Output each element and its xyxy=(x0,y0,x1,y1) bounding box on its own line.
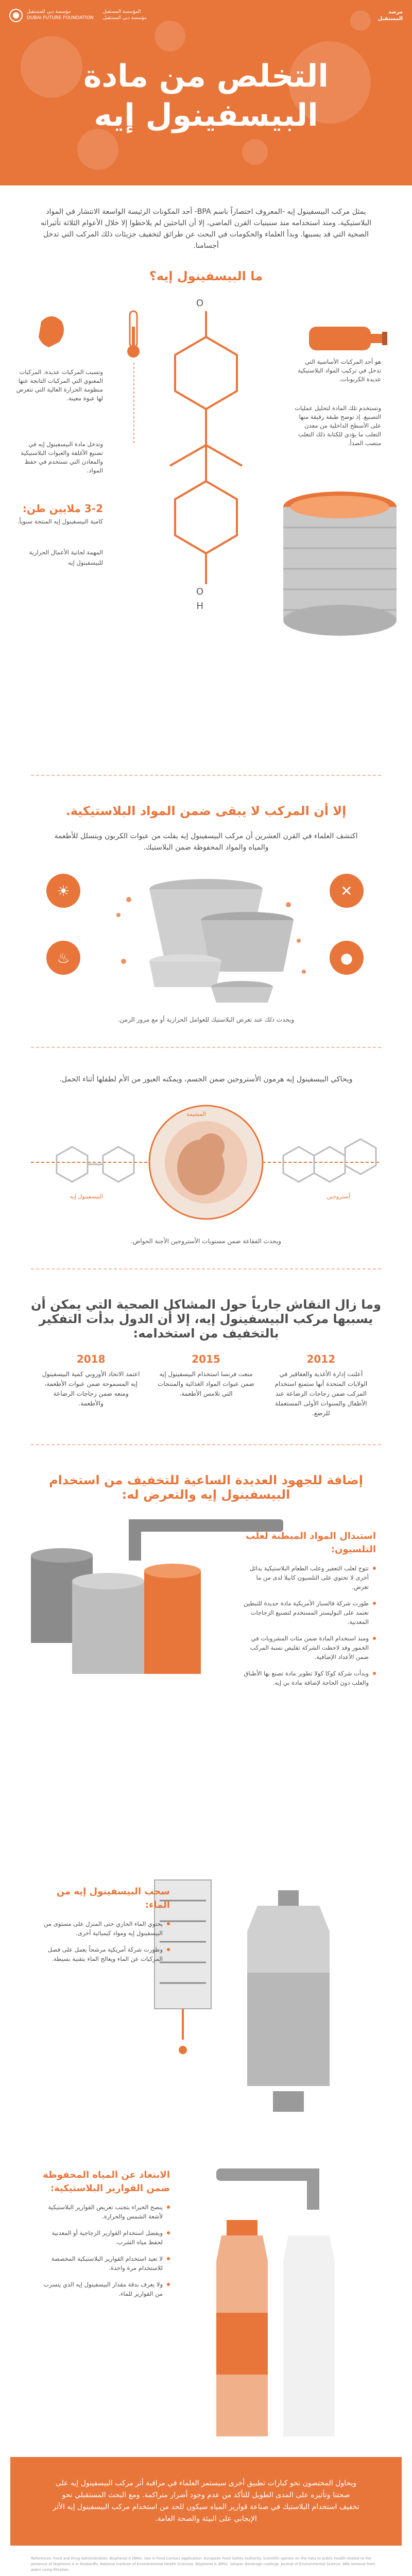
molecule-section xyxy=(0,291,412,754)
section2-title: إلا أن المركب لا يبقى ضمن المواد البلاستيكية. xyxy=(65,804,347,818)
bottles-text xyxy=(36,2168,170,2306)
estrogen-label: أستروجين xyxy=(327,1193,350,1200)
timeline-item xyxy=(271,1353,371,1418)
containers-graphic xyxy=(149,879,294,1003)
logo-dubai-future[interactable] xyxy=(9,9,147,22)
timeline-text: منعت فرنسا استخدام البيسفينول إيه ضمن عبوات المواد الغذائية والمنتجات التي تلامس الأطعمة. xyxy=(158,1370,254,1397)
right-note-2: وتستخدم تلك المادة لتحليل عمليات التصنيع. إذ توضح طبقة رقيقة منها على الأسطح الداخلية من معدن التعلب ما يؤدي للكتابة ذلك التعلب منصب الصدأ. xyxy=(295,404,381,447)
references: References: Food and Drug Administration. Bisphenol A (BPA): Use in Food Contact Application. European Food Safety Authority. Scientific opinion on the risks to public health related to the presence of bisphenol A in foodstuffs. National Institute of Environmental Health Sciences. Bisphenol A (BPA). Valspar. Beverage coatings. Journal of Environmental Science. BPA removal from water using filtration. xyxy=(31,2556,375,2572)
left-note-2: وتدخل مادة البيسفينول إيه في تصنيع الأغلفة والعبوات البلاستيكية والمعادن التي تستخدم في حفظ المواد. xyxy=(21,440,103,474)
timeline-item xyxy=(156,1353,255,1418)
section3-caption: ويحدث الفقاعة ضمن مستويات الأستروجين الأجنة الحواض. xyxy=(131,1238,281,1245)
muscle-icon xyxy=(39,316,64,347)
bottle-heading: الابتعاد عن المياه المحفوظة ضمن القوارير البلاستيكية: xyxy=(43,2170,170,2194)
atom-o-bottom: O xyxy=(196,586,203,597)
logo-mostaqbal[interactable] xyxy=(378,9,403,22)
utensils-icon: ✕ xyxy=(330,874,364,908)
logo-right-line2: المستقبل xyxy=(377,16,403,22)
section3-body: ويحاكي البيسفينول إيه هرمون الأستروجين ضمن الجسم، ويمكنه العبور من الأم لطفلها أثناء الحمل. xyxy=(59,1075,353,1083)
leaching-illustration xyxy=(0,858,412,1013)
list-item: طورت شركة فالسبار الأمريكية مادة جديدة للتبطين تعتمد على البوليستر المستخدم لتصنيع الزجاجات المعدنية. xyxy=(242,1599,376,1626)
hero-banner xyxy=(0,0,412,185)
packaging-section xyxy=(0,1509,412,1870)
water-heading: سحب البيسفينول إيه من الماء: xyxy=(56,1886,170,1910)
estrogen-molecule-icon xyxy=(283,1139,376,1182)
left-note-1: وتسبب المركبات عديدة. المركبات المعنوي التي المركبات الناتجة عنها منظومة الحرارة العالية التي تتعرض لها عبوة معينة. xyxy=(16,368,103,402)
logo-right-line1: مرصد xyxy=(388,9,403,15)
left-note-4: المهمة لجانية الأعمال الحرارية xyxy=(29,549,103,556)
water-filter-section xyxy=(0,1870,412,2158)
left-big-stat: 3-2 ملايين طن: xyxy=(22,502,103,515)
closing-paragraph: ويحاول المختصون نحو كبارات تطبيق أخرى سيستمر العلماء في مراقبة أثر مركب البيسفينول إيه على صحتنا وتأثيره على المدى الطويل للتأكد من عدم وجود أضرار متراكمة. ومع البحث المستقبلي نحو تخفيف استخدام البلاستيك في صناعة قوارير المياه سيكون للحد من استخدام مركب البيسفينول إيه الأثر الإيجابي على البيئة والصحة العامة. xyxy=(10,2457,402,2546)
bpa-label: البيسفينول إيه xyxy=(70,1193,103,1200)
water-drop-icon: ● xyxy=(330,941,364,975)
list-item: يحتوي الماء الجاري حتى المنزل على مستوى من البيسفينول إيه ومواد كيميائية أخرى. xyxy=(36,1919,170,1938)
timeline-text: اعتمد الاتحاد الأوروبي كمية البيسفينول إيه المسموحة ضمن عبوات الأطعمة، ومنعه ضمن زجاجات الرضاعة والأطعمة. xyxy=(42,1370,140,1407)
logo-mid-line1: المؤسسة المستقبل xyxy=(102,9,141,15)
timeline-year: 2012 xyxy=(306,1353,336,1365)
water-jug-graphic xyxy=(247,1890,330,2112)
can-stack-graphic xyxy=(31,1548,201,1674)
bpa-molecule-icon xyxy=(57,1147,134,1182)
packaging-text xyxy=(242,1530,376,1694)
list-item: ولا يعرف بدقة مقدار البيسفينول إيه الذي يتسرب من القوارير للماء. xyxy=(36,2280,170,2298)
section-divider xyxy=(31,1268,381,1269)
timeline-text: أعلنت إدارة الأغذية والعقاقير في الولايات المتحدة أنها ستمنع استخدام المركب ضمن زجاجات الرضاعة عند الأطفال والسنوات الأولى المستعملة للرضع. xyxy=(274,1370,368,1417)
list-item: ينصح الخبراء بتجنب تعريض القوارير البلاستيكية لأشعة الشمس والحرارة. xyxy=(36,2202,170,2221)
list-item: وبدأت شركة كوكا كولا تطوير مادة تصنع بها الأطباق والعلب دون الحاجة لإضافة مادة بي إيه. xyxy=(242,1669,376,1687)
hero-logos xyxy=(0,0,412,31)
section2-caption: ويحدث ذلك عند تعرض البلاستيك للعوامل الحرارية أو مع مرور الزمن. xyxy=(117,1016,295,1023)
section5-title: إضافة للجهود العديدة الساعية للتخفيف من استخدام البيسفينول إيه والتعرض له: xyxy=(49,1473,363,1502)
logo-left-line2: DUBAI FUTURE FOUNDATION xyxy=(27,15,94,21)
section4-title: وما زال النقاش جارياً حول المشاكل الصحية التي يمكن أن يسببها مركب البيسفينول إيه، إلا أن الدول بدأت التفكير بالتخفيف من استخدامه: xyxy=(31,1297,381,1341)
list-item: لا تعيد استخدام القوارير البلاستيكية المخصصة للاستخدام مرة واحدة. xyxy=(36,2254,170,2273)
atom-h-bottom: H xyxy=(196,601,203,612)
policy-timeline xyxy=(0,1348,412,1423)
bottle-icon xyxy=(309,327,387,350)
what-is-title: ما البيسفينول إيه؟ xyxy=(149,269,263,283)
right-note-1: هو أحد المركبات الأساسية التي تدخل في تركيب المواد البلاستيكية عديدة الكربونات. xyxy=(298,358,381,383)
tin-can-icon xyxy=(283,492,397,636)
logo-left-line1: مؤسسة دبي للمستقبل xyxy=(27,9,71,15)
timeline-year: 2015 xyxy=(192,1353,220,1365)
section-divider xyxy=(31,775,381,776)
section-divider xyxy=(31,1047,381,1048)
placenta-label: المشيمة xyxy=(186,1111,206,1117)
title-line1: التخلص من مادة xyxy=(83,58,329,94)
sun-icon: ☀ xyxy=(46,874,80,908)
atom-o-top: O xyxy=(196,298,203,309)
left-note-3: كامية البيسفينول إيه المنتجة سنوياً. xyxy=(17,518,103,525)
bottles-section xyxy=(0,2158,412,2447)
section-divider xyxy=(31,1444,381,1445)
list-item: تتوج لعلب التعفير وعلب الطعام البلاستيكية بدائل أخرى لا تحتوي على التلسيون كابيلا لدى من ما تعرض. xyxy=(242,1564,376,1591)
title-line2: البيسفينول إيه xyxy=(94,97,318,133)
pregnancy-illustration xyxy=(0,1090,412,1234)
ghost-bottle-graphic xyxy=(283,2235,335,2436)
timeline-item xyxy=(41,1353,141,1418)
timeline-year: 2018 xyxy=(76,1353,106,1365)
dubai-future-logo-icon xyxy=(9,9,23,22)
logo-mid-line2: مؤسسة دبي المستقبل xyxy=(102,15,147,21)
list-item: وطورت شركة أمريكية مرشحاً يعمل على فصل المركبات عن الماء ويعالج الماء بتقنية بسيطة. xyxy=(36,1945,170,1963)
list-item: ويفضل استخدام القوارير الزجاجية أو المعدنية لحفظ مياه الشرب. xyxy=(36,2228,170,2247)
page-title xyxy=(0,57,412,135)
section2-body: اكتشف العلماء في القرن العشرين أن مركب البيسفينول إيه يفلت من عبوات الكربون ويتسلل للأطعمة والمياه والمواد المحفوظة ضمن البلاستيك. xyxy=(54,832,358,852)
fire-icon: ♨ xyxy=(46,941,80,975)
intro-paragraph: يمثل مركب البيسفينول إيه -المعروف اختصاراً باسم BPA- أحد المكونات الرئيسة الواسعة الانتشار في المواد البلاستيكية. ومنذ استخدامه منذ سنينيات القرن الماضي، إلا أن الباحثين لم يلاحظوا إلا خلال الأعوام الثلاثة تأثيراته الصحية التي قد يسببها. وبدأ العلماء والحكومات في البحث عن طرائق لتخفيف جزيئات ذلك المركب التي تدخل أجسامنا. xyxy=(40,208,372,250)
water-text xyxy=(36,1885,170,1971)
left-note-5: للبيسفينول إيه xyxy=(68,559,103,566)
thermometer-icon xyxy=(127,311,140,358)
list-item: ومنذ استخدام المادة ضمن مئات المشروبات في الخمور وقد لاحظت الشركة تقليص نسبة المركب ضمن الأعداد الإضافية. xyxy=(242,1634,376,1662)
packaging-heading: استبدال المواد المبطنة لعلب التلسيون: xyxy=(246,1531,376,1555)
